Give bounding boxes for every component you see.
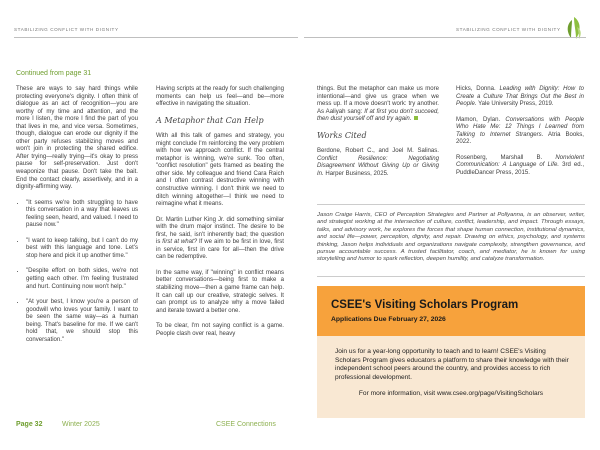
paragraph: To be clear, I'm not saying conflict is a game. People clash over real, heavy xyxy=(156,323,284,337)
list-item: • "At your best, I know you're a person of goodwill who loves your family. I want to be seen the same way—as a human being. That's baseline for me. If we can't hold that, we should stop this conversation." xyxy=(26,299,138,344)
list-item: • "Despite effort on both sides, we're not getting each other. I'm feeling frustrated and hurt. Continuing now won't help." xyxy=(26,268,138,291)
citation: Rosenberg, Marshall B. Nonviolent Communication: A Language of Life. 3rd ed., PuddleDancer Press, 2015. xyxy=(456,154,584,176)
header-rule-left xyxy=(14,37,298,38)
citation: Berdone, Robert C., and Joel M. Salinas. Conflict Resilience: Negotiating Disagreement Without Giving Up or Giving In. Harper Business, 2025. xyxy=(317,148,439,177)
citation: Hicks, Donna. Leading with Dignity: How to Create a Culture That Brings Out the Best in People. Yale University Press, 2019. xyxy=(456,86,584,108)
works-cited-heading: Works Cited xyxy=(317,130,367,140)
paragraph: Having scripts at the ready for such challenging moments can help us feel—and be—more effective in navigating the situation. xyxy=(156,86,284,108)
ad-banner xyxy=(317,286,585,336)
list-item: • "It seems we're both struggling to have this conversation in a way that leaves us feeling seen, heard, and valued. I need to pause now." xyxy=(26,200,138,230)
paragraph: In the same way, if "winning" in conflict means better conversations—being first to make a stabilizing move—then a game frame can help. It can call up our creative, strategic selves. It can prompt us to analyze why a move failed and iterate toward a better one. xyxy=(156,269,284,314)
ad-deadline: Applications Due February 27, 2026 xyxy=(331,316,446,323)
paragraph: With all this talk of games and strategy, you might conclude I'm reinforcing the very problem with how we approach conflict. If the central metaphor is winning, we're sunk. Too often, "conflict resolution" gets framed as beating the other side. My colleague and friend Cara Raich and I often contrast destructive winning with constructive winning. I don't think we need to ditch winning altogether—I think we need to reimagine what it means. xyxy=(156,133,284,208)
ad-body: Join us for a year-long opportunity to teach and to learn! CSEE's Visiting Scholars Program gives educators a platform to share their knowledge with their independent school peers around the country, and provides access to rich professional development. xyxy=(335,348,569,381)
end-mark-icon xyxy=(414,116,418,120)
visiting-scholars-ad xyxy=(317,286,585,418)
ad-more-info: For more information, visit www.csee.org/page/VisitingScholars xyxy=(358,390,544,397)
issue-season: Winter 2025 xyxy=(62,421,100,428)
header-rule-right xyxy=(304,37,586,38)
column-1 xyxy=(16,86,138,352)
page-number: Page 32 xyxy=(16,421,43,428)
column-3 xyxy=(317,86,439,186)
paragraph: These are ways to say hard things while protecting everyone's dignity. I often think of dialogue as an act of recognition—you are worthy of my time and attention, and the more I listen, the more I find the part of you that lives in me, and vice versa. Sometimes, though, dialogue can erode our dignity if the other party refuses stabilizing moves and won't join in protecting the shared edifice. After trying—really trying—it's okay to press pause for self-preservation. Just don't weaponize that pause. Don't take the bait. End the contact clearly, assertively, and in a dignity-affirming way. xyxy=(16,86,138,191)
list-item: • "I want to keep talking, but I can't do my best with this language and tone. Let's stop here and pick it up another time." xyxy=(26,238,138,261)
running-head-left: STABILIZING CONFLICT WITH DIGNITY xyxy=(14,27,119,32)
ad-link[interactable]: www.csee.org/page/VisitingScholars xyxy=(436,390,544,397)
author-bio: Jason Craige Harris, CEO of Perception Strategies and Partner at Pollyanna, is an observer, writer, and strategist working at the intersection of culture, conflict, leadership, and impact. Through essays, talks, and advisory work, he explores the forces that shape human connection, institutional dynamics, and social life—power, perception, dignity, and repair. Drawing on ethics, psychology, and systems thinking, Jason helps individuals and organizations navigate complexity, strengthen governance, and pursue accountable success. A trusted facilitator, coach, and mediator, he is known for using storytelling and humor to spark reflection, deepen humility, and catalyze transformation. xyxy=(317,212,585,263)
ad-title: CSEE's Visiting Scholars Program xyxy=(331,299,519,311)
column-4 xyxy=(456,86,584,185)
magazine-name: CSEE Connections xyxy=(216,421,276,428)
column-2 xyxy=(156,86,284,346)
paragraph: things. But the metaphor can make us more intentional—and give us grace when we mess up. If a move doesn't work: try another. As Aaliyah sang: If at first you don't succeed, then dust yourself off and try again. xyxy=(317,86,440,123)
citation: Mamon, Dylan. Conversations with People Who Hate Me: 12 Things I Learned from Talking to Internet Strangers. Atria Books, 2022. xyxy=(456,116,584,146)
bio-divider-top xyxy=(317,204,585,205)
script-list xyxy=(16,200,138,345)
section-heading: A Metaphor that Can Help xyxy=(156,115,264,125)
running-head-right: STABILIZING CONFLICT WITH DIGNITY xyxy=(456,27,561,32)
paragraph: Dr. Martin Luther King Jr. did something similar with the drum major instinct. The desire to be first, he said, isn't inherently bad; the question is first at what? If we aim to be first in love, first in service, first in care for all—then the drive can be redemptive. xyxy=(156,216,284,261)
bio-divider-bottom xyxy=(317,276,585,277)
continued-note: Continued from page 31 xyxy=(16,70,92,77)
